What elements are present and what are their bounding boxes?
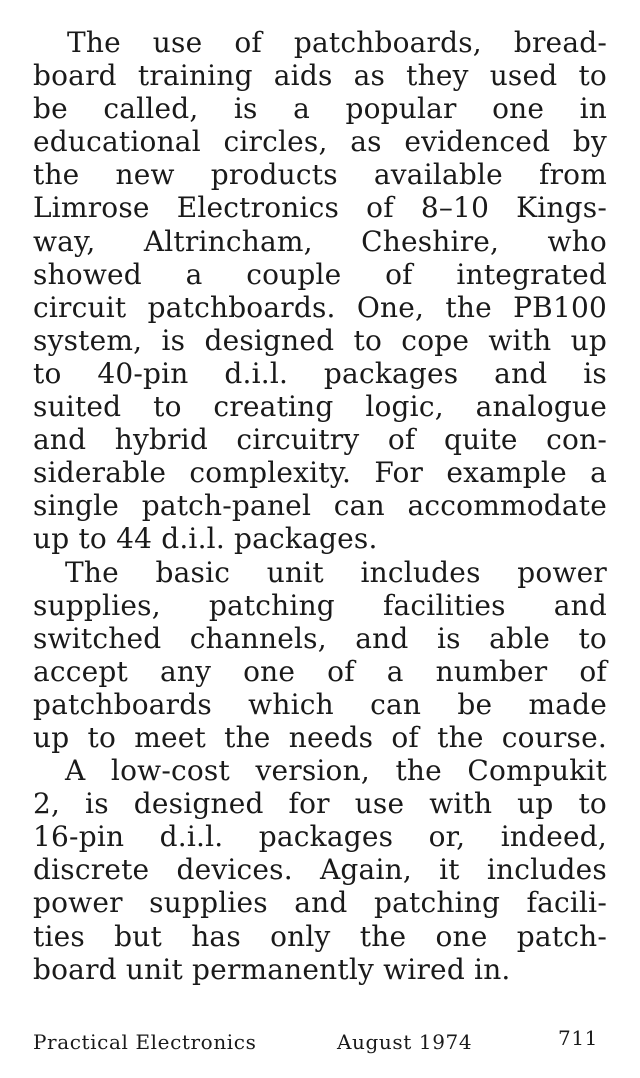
text-line: circuit patchboards. One, the PB100 bbox=[33, 290, 607, 324]
text-line: Limrose Electronics of 8–10 Kings- bbox=[33, 191, 607, 225]
paragraph-2 bbox=[33, 556, 607, 755]
text-line: switched channels, and is able to bbox=[33, 621, 607, 655]
text-line: The basic unit includes power bbox=[65, 555, 607, 589]
text-line: showed a couple of integrated bbox=[33, 257, 607, 291]
text-line: way, Altrincham, Cheshire, who bbox=[33, 224, 607, 258]
text-line: and hybrid circuitry of quite con- bbox=[33, 423, 607, 457]
text-line: up to 44 d.i.l. packages. bbox=[33, 522, 378, 556]
text-line: supplies, patching facilities and bbox=[33, 588, 607, 622]
text-line: system, is designed to cope with up bbox=[33, 323, 607, 357]
paragraph-1 bbox=[33, 26, 607, 556]
text-line: be called, is a popular one in bbox=[33, 92, 607, 126]
text-line: single patch-panel can accommodate bbox=[33, 489, 607, 523]
paragraph-3 bbox=[33, 754, 607, 986]
text-line: to 40-pin d.i.l. packages and is bbox=[33, 356, 607, 390]
text-line: The use of patchboards, bread- bbox=[67, 26, 607, 59]
text-line: educational circles, as evidenced by bbox=[33, 125, 607, 159]
text-line: siderable complexity. For example a bbox=[33, 456, 607, 490]
text-line: 2, is designed for use with up to bbox=[33, 787, 607, 821]
text-line: ties but has only the one patch- bbox=[33, 919, 607, 953]
text-line: the new products available from bbox=[33, 158, 607, 192]
text-line: 16-pin d.i.l. packages or, indeed, bbox=[33, 820, 607, 854]
text-line: patchboards which can be made bbox=[33, 687, 607, 721]
text-line: power supplies and patching facili- bbox=[33, 886, 607, 920]
publication-name: Practical Electronics bbox=[33, 1030, 257, 1054]
text-line: A low-cost version, the Compukit bbox=[65, 754, 607, 788]
page-footer bbox=[33, 1024, 598, 1060]
text-line: suited to creating logic, analogue bbox=[33, 390, 607, 424]
text-line: board unit permanently wired in. bbox=[33, 952, 511, 986]
text-line: accept any one of a number of bbox=[33, 654, 607, 688]
text-line: up to meet the needs of the course. bbox=[33, 720, 607, 754]
article-body bbox=[33, 26, 607, 986]
issue-date: August 1974 bbox=[337, 1030, 473, 1054]
text-line: board training aids as they used to bbox=[33, 59, 607, 93]
page-number: 711 bbox=[558, 1026, 598, 1050]
text-line: discrete devices. Again, it includes bbox=[33, 853, 607, 887]
